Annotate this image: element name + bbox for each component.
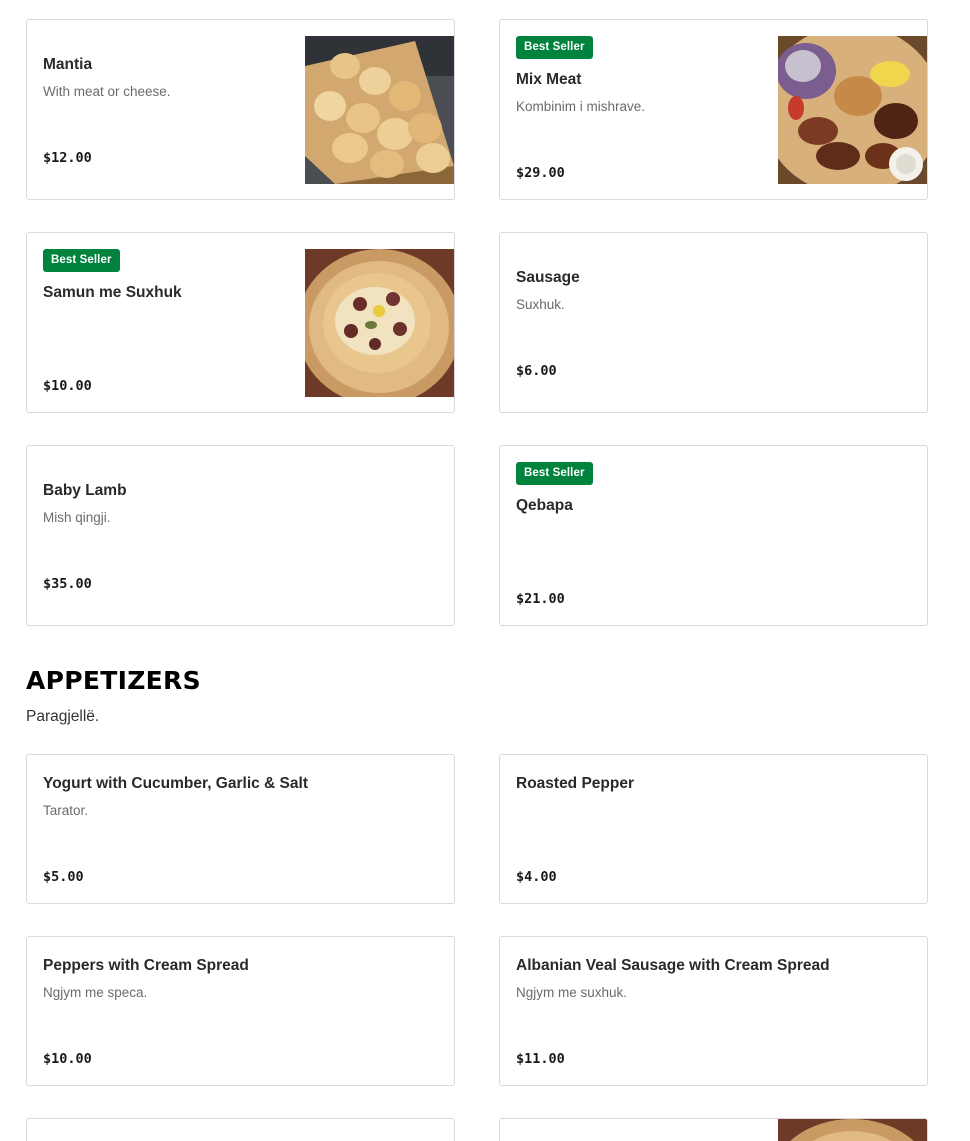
menu-item-name: Peppers with Cream Spread (43, 957, 249, 974)
menu-item-description: With meat or cheese. (43, 84, 171, 99)
menu-item-card[interactable] (26, 445, 455, 626)
menu-item-description: Kombinim i mishrave. (516, 99, 646, 114)
menu-item-card[interactable] (26, 19, 455, 200)
menu-item-description: Ngjym me speca. (43, 985, 148, 1000)
menu-item-name: Roasted Pepper (516, 775, 635, 792)
mixed-grill-photo (778, 36, 927, 184)
menu-item-card[interactable] (499, 232, 928, 413)
menu-item-price: $4.00 (516, 869, 557, 885)
menu-item-price: $12.00 (43, 150, 92, 166)
menu-item-price: $10.00 (43, 1051, 92, 1067)
menu-item-price: $10.00 (43, 378, 92, 394)
section-subtitle: Paragjellë. (26, 708, 100, 725)
menu-item-card[interactable] (26, 232, 455, 413)
menu-item-name: Samun me Suxhuk (43, 284, 182, 301)
menu-item-name: Mantia (43, 56, 93, 73)
menu-item-price: $35.00 (43, 576, 92, 592)
menu-item-name: Baby Lamb (43, 482, 127, 499)
menu-item-name: Sausage (516, 269, 580, 286)
menu-item-card[interactable] (26, 1118, 455, 1141)
menu-item-description: Tarator. (43, 803, 89, 818)
menu-item-price: $29.00 (516, 165, 565, 181)
best-seller-badge: Best Seller (516, 36, 593, 59)
menu-item-card[interactable] (499, 1118, 928, 1141)
menu-item-description: Suxhuk. (516, 297, 565, 312)
menu-item-card[interactable] (499, 936, 928, 1086)
menu-item-description: Ngjym me suxhuk. (516, 985, 628, 1000)
section-title: APPETIZERS (26, 666, 201, 695)
menu-item-name: Qebapa (516, 497, 573, 514)
menu-item-card[interactable] (499, 445, 928, 626)
menu-item-name: Albanian Veal Sausage with Cream Spread (516, 957, 830, 974)
menu-item-description: Mish qingji. (43, 510, 111, 525)
menu-item-card[interactable] (26, 936, 455, 1086)
dish-photo (778, 1119, 927, 1141)
menu-item-price: $5.00 (43, 869, 84, 885)
menu-item-card[interactable] (499, 754, 928, 904)
mantia-photo (305, 36, 454, 184)
menu-item-name: Yogurt with Cucumber, Garlic & Salt (43, 775, 308, 792)
best-seller-badge: Best Seller (43, 249, 120, 272)
suxhuk-pie-photo (305, 249, 454, 397)
menu-item-price: $6.00 (516, 363, 557, 379)
menu-item-card[interactable] (26, 754, 455, 904)
menu-item-card[interactable] (499, 19, 928, 200)
menu-item-price: $11.00 (516, 1051, 565, 1067)
menu-item-name: Mix Meat (516, 71, 582, 88)
best-seller-badge: Best Seller (516, 462, 593, 485)
menu-item-price: $21.00 (516, 591, 565, 607)
